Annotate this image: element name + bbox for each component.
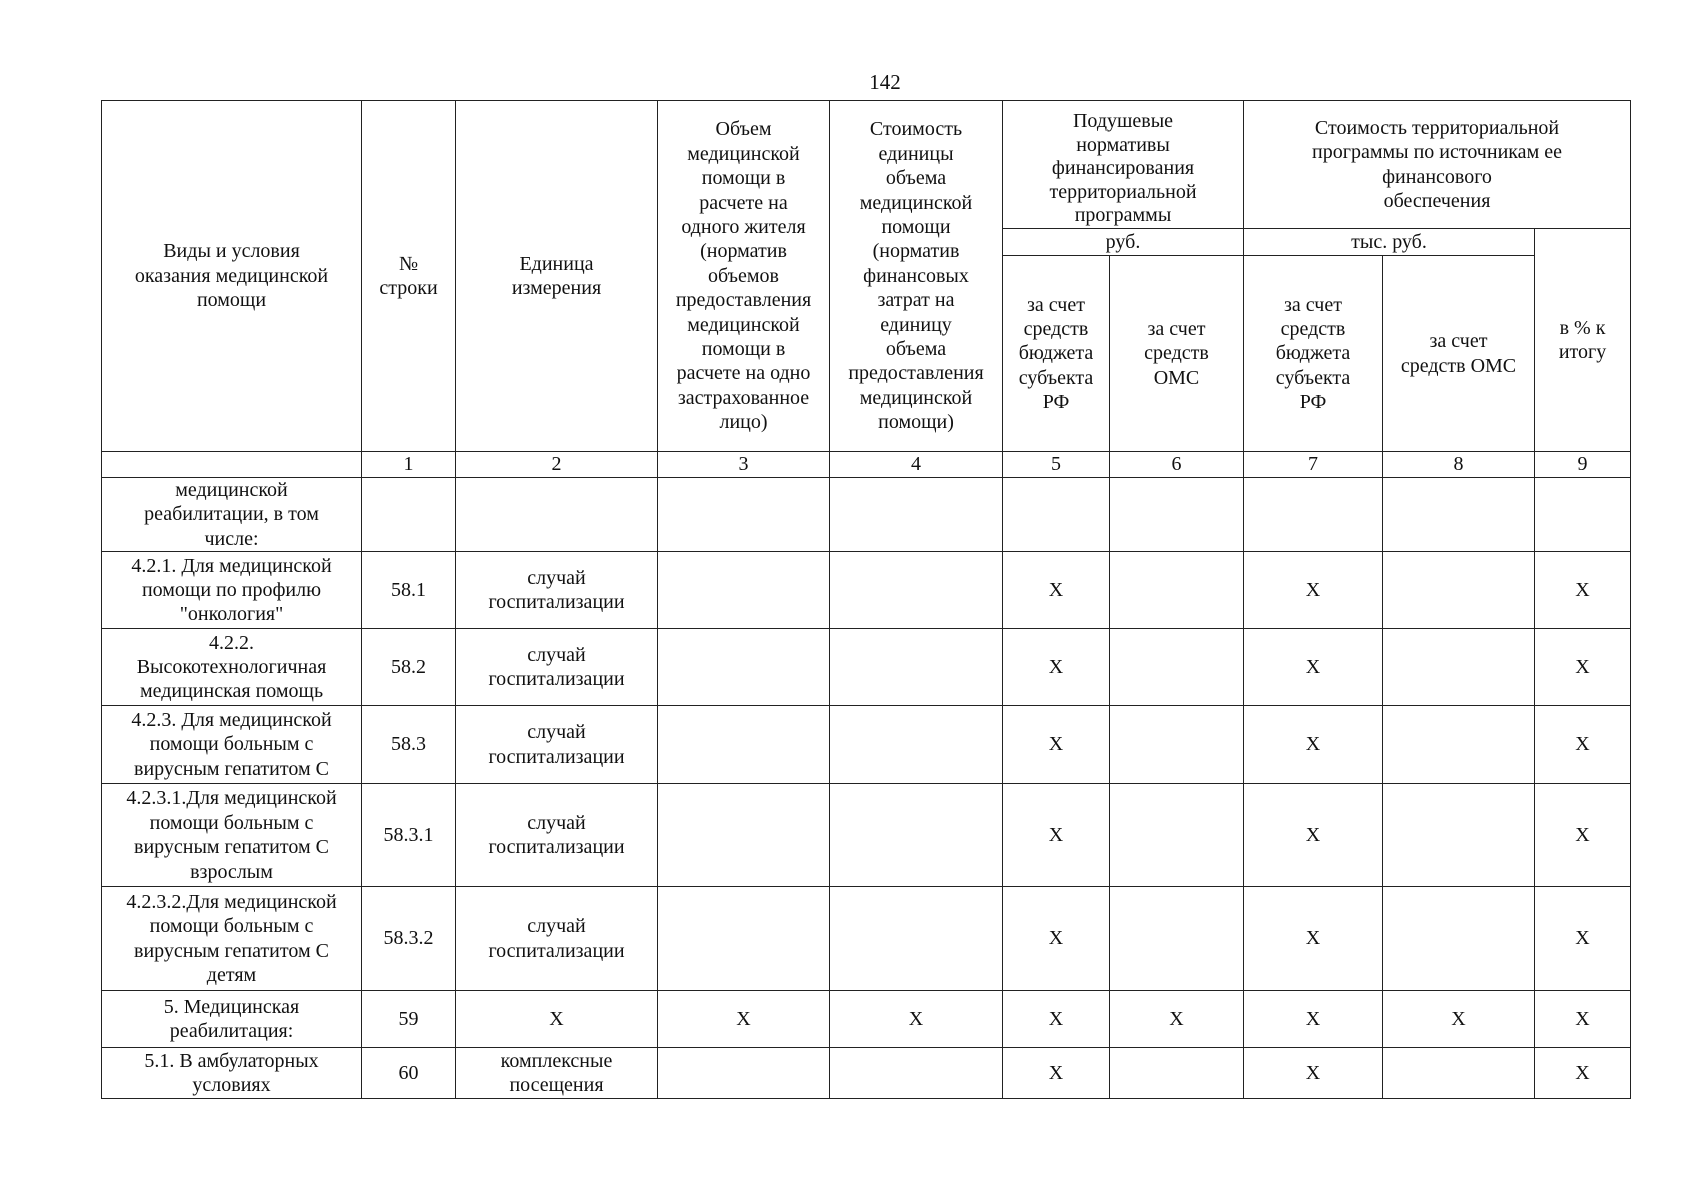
cell-percent: X xyxy=(1535,706,1631,784)
cell-percent: X xyxy=(1535,1048,1631,1099)
cell-budget-rub xyxy=(1003,478,1110,552)
row-unit: случай госпитализации xyxy=(456,552,658,629)
column-number: 4 xyxy=(830,452,1003,478)
cell-budget-rub: X xyxy=(1003,629,1110,706)
header-oms-rub: за счет средств ОМС xyxy=(1110,256,1244,452)
row-unit: X xyxy=(456,991,658,1048)
cell-budget-thous xyxy=(1244,478,1383,552)
cell-oms-thous xyxy=(1383,706,1535,784)
cell-unit-cost xyxy=(830,887,1003,991)
cell-budget-rub: X xyxy=(1003,991,1110,1048)
cell-unit-cost xyxy=(830,552,1003,629)
table-row xyxy=(102,478,1631,552)
column-number: 2 xyxy=(456,452,658,478)
header-unit: Единица измерения xyxy=(456,101,658,452)
table-row xyxy=(102,706,1631,784)
row-unit: случай госпитализации xyxy=(456,887,658,991)
row-name: 4.2.1. Для медицинской помощи по профилю "онкология" xyxy=(102,552,362,629)
header-unit-thous-rub: тыс. руб. xyxy=(1244,229,1535,256)
cell-unit-cost: X xyxy=(830,991,1003,1048)
header-row-1 xyxy=(102,101,1631,229)
row-number: 58.3.1 xyxy=(362,784,456,887)
row-name: 4.2.3. Для медицинской помощи больным с вирусным гепатитом С xyxy=(102,706,362,784)
header-oms-thous: за счет средств ОМС xyxy=(1383,256,1535,452)
cell-oms-rub xyxy=(1110,478,1244,552)
cell-budget-rub: X xyxy=(1003,887,1110,991)
header-unit-cost: Стоимость единицы объема медицинской помощи (норматив финансовых затрат на единицу объема предоставления медицинской помощи) xyxy=(830,101,1003,452)
row-number: 58.1 xyxy=(362,552,456,629)
column-numbers-row xyxy=(102,452,1631,478)
row-number: 58.2 xyxy=(362,629,456,706)
row-unit: комплексные посещения xyxy=(456,1048,658,1099)
cell-percent: X xyxy=(1535,629,1631,706)
column-number: 8 xyxy=(1383,452,1535,478)
row-unit: случай госпитализации xyxy=(456,629,658,706)
cell-budget-thous: X xyxy=(1244,552,1383,629)
cell-oms-thous: X xyxy=(1383,991,1535,1048)
cell-unit-cost xyxy=(830,706,1003,784)
row-number: 58.3 xyxy=(362,706,456,784)
table-row xyxy=(102,784,1631,887)
row-number: 58.3.2 xyxy=(362,887,456,991)
column-number: 5 xyxy=(1003,452,1110,478)
cell-volume xyxy=(658,1048,830,1099)
table-row xyxy=(102,991,1631,1048)
row-number xyxy=(362,478,456,552)
cell-percent xyxy=(1535,478,1631,552)
cell-oms-thous xyxy=(1383,887,1535,991)
table-row xyxy=(102,629,1631,706)
cell-volume xyxy=(658,629,830,706)
table-row xyxy=(102,1048,1631,1099)
cell-budget-rub: X xyxy=(1003,552,1110,629)
cell-budget-thous: X xyxy=(1244,784,1383,887)
row-name: 5. Медицинская реабилитация: xyxy=(102,991,362,1048)
cell-budget-rub: X xyxy=(1003,784,1110,887)
cell-budget-thous: X xyxy=(1244,706,1383,784)
cell-volume xyxy=(658,784,830,887)
cell-oms-rub xyxy=(1110,629,1244,706)
header-unit-rub: руб. xyxy=(1003,229,1244,256)
header-program-cost-group: Стоимость территориальной программы по источникам ее финансового обеспечения xyxy=(1244,101,1631,229)
header-percent-of-total: в % к итогу xyxy=(1535,229,1631,452)
cell-budget-thous: X xyxy=(1244,1048,1383,1099)
row-number: 60 xyxy=(362,1048,456,1099)
cell-unit-cost xyxy=(830,1048,1003,1099)
cell-oms-thous xyxy=(1383,629,1535,706)
header-volume: Объем медицинской помощи в расчете на одного жителя (норматив объемов предоставления медицинской помощи в расчете на одно застрахованное лицо) xyxy=(658,101,830,452)
row-name: медицинской реабилитации, в том числе: xyxy=(102,478,362,552)
header-row-number: № строки xyxy=(362,101,456,452)
cell-oms-rub: X xyxy=(1110,991,1244,1048)
row-name: 5.1. В амбулаторных условиях xyxy=(102,1048,362,1099)
page-number: 142 xyxy=(869,70,901,94)
cell-oms-thous xyxy=(1383,1048,1535,1099)
column-number: 7 xyxy=(1244,452,1383,478)
table-row xyxy=(102,552,1631,629)
cell-budget-thous: X xyxy=(1244,991,1383,1048)
column-number: 1 xyxy=(362,452,456,478)
column-number xyxy=(102,452,362,478)
row-unit xyxy=(456,478,658,552)
header-budget-thous: за счет средств бюджета субъекта РФ xyxy=(1244,256,1383,452)
cell-oms-thous xyxy=(1383,784,1535,887)
cell-oms-rub xyxy=(1110,1048,1244,1099)
column-number: 6 xyxy=(1110,452,1244,478)
cell-budget-rub: X xyxy=(1003,706,1110,784)
cell-budget-rub: X xyxy=(1003,1048,1110,1099)
row-number: 59 xyxy=(362,991,456,1048)
cell-oms-thous xyxy=(1383,552,1535,629)
cell-unit-cost xyxy=(830,629,1003,706)
cell-percent: X xyxy=(1535,552,1631,629)
cell-oms-thous xyxy=(1383,478,1535,552)
cell-percent: X xyxy=(1535,887,1631,991)
cell-unit-cost xyxy=(830,478,1003,552)
row-name: 4.2.3.1.Для медицинской помощи больным с вирусным гепатитом С взрослым xyxy=(102,784,362,887)
cell-unit-cost xyxy=(830,784,1003,887)
row-unit: случай госпитализации xyxy=(456,784,658,887)
cell-volume xyxy=(658,887,830,991)
row-name: 4.2.2. Высокотехнологичная медицинская помощь xyxy=(102,629,362,706)
row-name: 4.2.3.2.Для медицинской помощи больным с вирусным гепатитом С детям xyxy=(102,887,362,991)
financing-table xyxy=(101,100,1631,1099)
cell-percent: X xyxy=(1535,991,1631,1048)
cell-budget-thous: X xyxy=(1244,887,1383,991)
cell-oms-rub xyxy=(1110,706,1244,784)
cell-volume xyxy=(658,552,830,629)
column-number: 3 xyxy=(658,452,830,478)
cell-oms-rub xyxy=(1110,887,1244,991)
column-number: 9 xyxy=(1535,452,1631,478)
header-per-capita-group: Подушевые нормативы финансирования территориальной программы xyxy=(1003,101,1244,229)
table-row xyxy=(102,887,1631,991)
header-types-of-care: Виды и условия оказания медицинской помощи xyxy=(102,101,362,452)
header-budget-rub: за счет средств бюджета субъекта РФ xyxy=(1003,256,1110,452)
row-unit: случай госпитализации xyxy=(456,706,658,784)
cell-oms-rub xyxy=(1110,784,1244,887)
cell-volume: X xyxy=(658,991,830,1048)
cell-volume xyxy=(658,706,830,784)
cell-volume xyxy=(658,478,830,552)
cell-budget-thous: X xyxy=(1244,629,1383,706)
cell-percent: X xyxy=(1535,784,1631,887)
cell-oms-rub xyxy=(1110,552,1244,629)
